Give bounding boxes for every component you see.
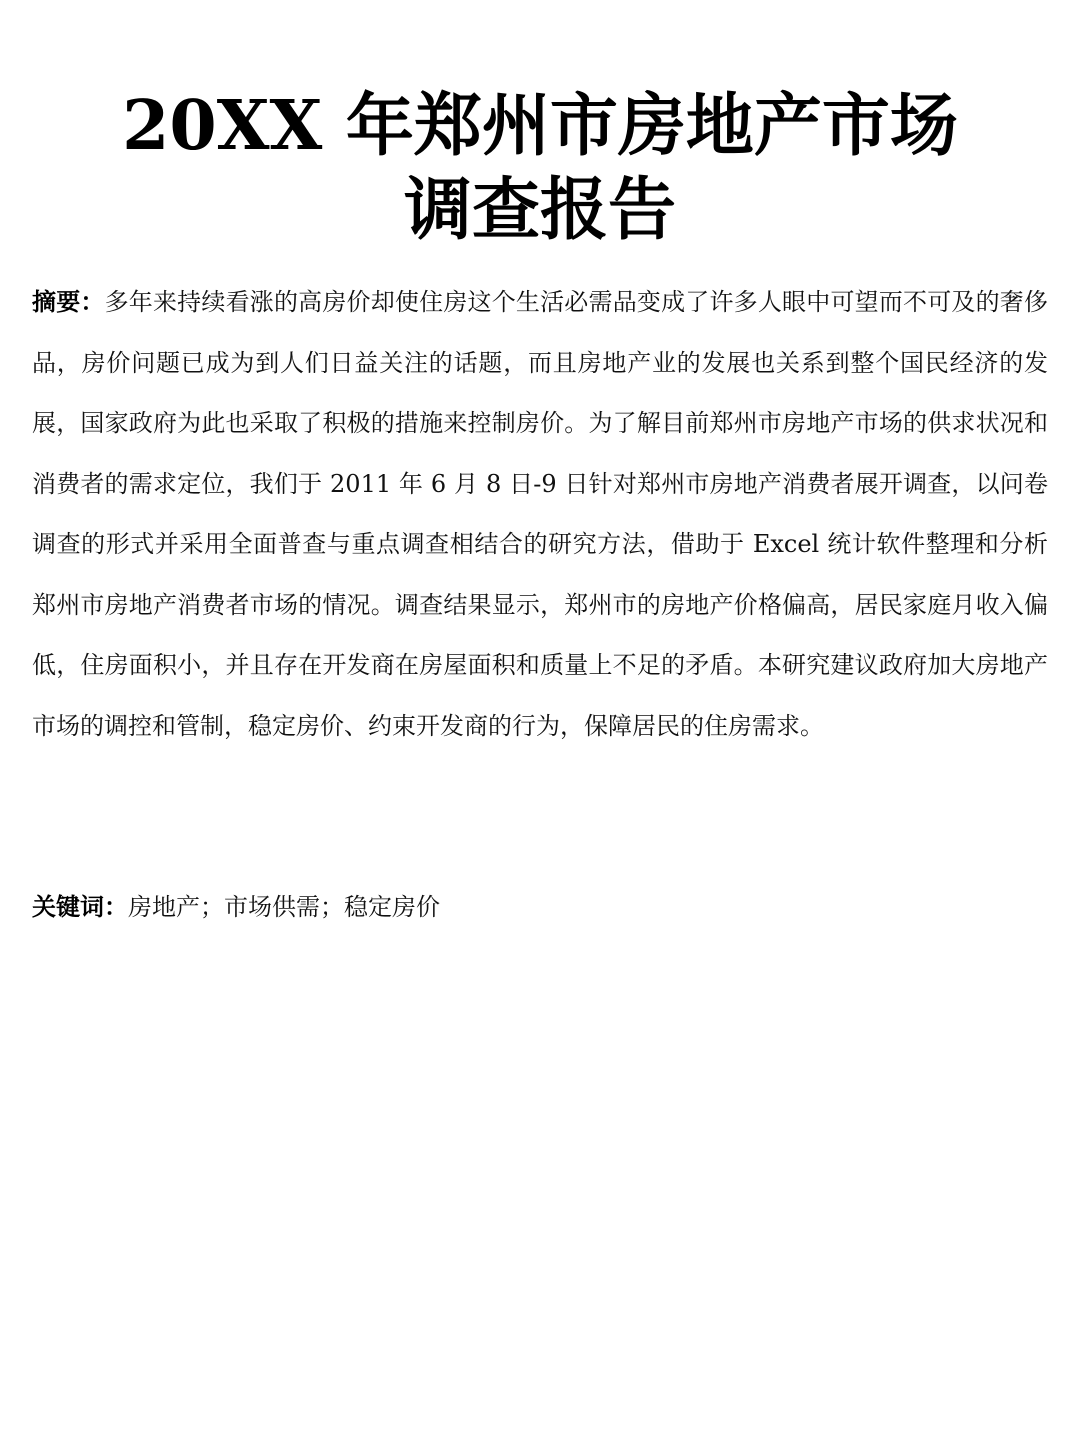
title-line-1: 20XX 年郑州市房地产市场 <box>122 85 958 166</box>
keywords-text: 房地产；市场供需；稳定房价 <box>128 893 440 921</box>
abstract-label: 摘要： <box>32 287 105 316</box>
abstract-paragraph <box>32 272 1048 756</box>
keywords-label: 关键词： <box>32 892 128 921</box>
document-title <box>0 84 1080 252</box>
keywords-paragraph <box>32 877 1048 937</box>
abstract-text: 多年来持续看涨的高房价却使住房这个生活必需品变成了许多人眼中可望而不可及的奢侈品，房价问题已成为到人们日益关注的话题，而且房地产业的发展也关系到整个国民经济的发展，国家政府为此也采取了积极的措施来控制房价。为了解目前郑州市房地产市场的供求状况和消费者的需求定位，我们于 2011 年 6 月 8 日-9 日针对郑州市房地产消费者展开调查，以问卷调查的形式并采用全面普查与重点调查相结合的研究方法，借助于 Excel 统计软件整理和分析郑州市房地产消费者市场的情况。调查结果显示，郑州市的房地产价格偏高，居民家庭月收入偏低，住房面积小，并且存在开发商在房屋面积和质量上不足的矛盾。本研究建议政府加大房地产市场的调控和管制，稳定房价、约束开发商的行为，保障居民的住房需求。 <box>32 288 1049 740</box>
title-line-2: 调查报告 <box>403 169 676 250</box>
